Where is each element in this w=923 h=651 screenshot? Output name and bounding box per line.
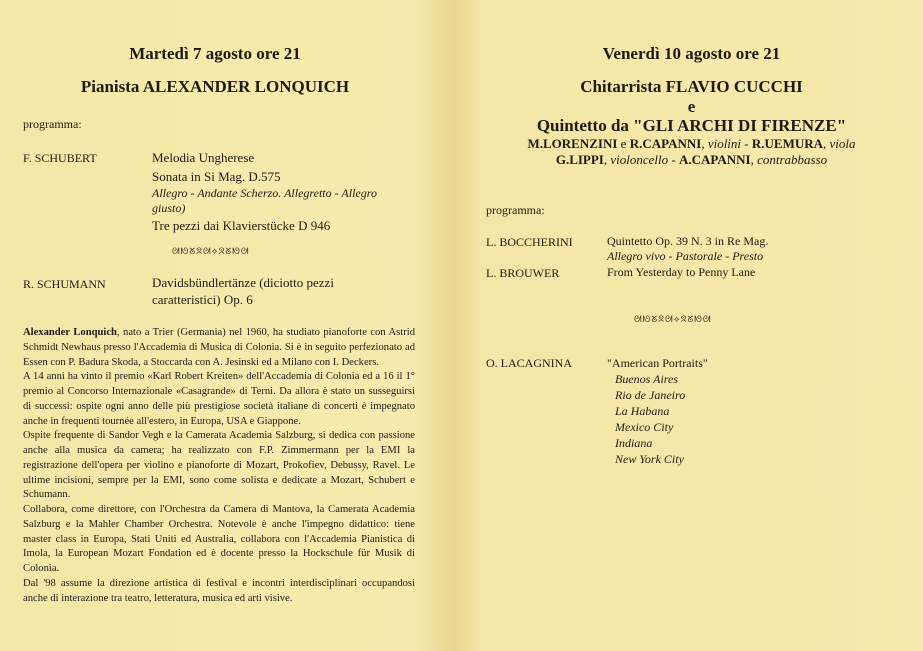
work-title: Melodia Ungherese — [152, 150, 255, 165]
work-subtitle: Rio de Janeiro — [615, 388, 686, 402]
member-role: contrabbasso — [757, 152, 828, 167]
member-name: M.LORENZINI — [527, 136, 618, 151]
bio-paragraph: Alexander Lonquich, nato a Trier (Germania) nel 1960, ha studiato pianoforte con Astrid Schmidt Newhaus presso l'Accademia di Musica di Colonia. Si è in seguito perfezionato ad Essen con P. Badura Skoda, a Stoccarda con A. Jesinski ed a Milano con I. Deckers. — [23, 327, 416, 368]
work-title: caratteristici) Op. 6 — [152, 292, 253, 307]
ornament-divider: ᘛᘚᘜᘝᘛ⟡ᘝᘜᘚᘛ — [172, 246, 250, 256]
member-role: violoncello — [610, 152, 669, 167]
work-title: Tre pezzi dai Klavierstücke D 946 — [152, 218, 331, 233]
work-title: Sonata in Si Mag. D.575 — [152, 169, 281, 184]
right-artist-line — [460, 77, 923, 97]
work-subtitle: Buenos Aires — [615, 372, 678, 386]
member-name: R.UEMURA — [751, 136, 824, 151]
ensemble-members-line1: M.LORENZINI e R.CAPANNI, violini - R.UEMURA, viola — [527, 136, 856, 151]
left-artist-role: Pianista — [80, 77, 140, 96]
left-artist-line — [0, 77, 430, 97]
composer-name: F. SCHUBERT — [23, 151, 97, 165]
work-title: Davidsbündlertänze (diciotto pezzi — [152, 275, 334, 290]
work-subtitle: Mexico City — [615, 420, 674, 434]
member-name: A.CAPANNI — [678, 152, 751, 167]
work-subtitle: La Habana — [615, 404, 670, 418]
bio-paragraph: Collabora, come direttore, con l'Orchestra da Camera di Mantova, la Camerata Academia Salzburg e la Mahler Chamber Orchestra. Notevole è anche l'impegno didattico: tiene master class in Europa, Stati Uniti ed Australia, collabora con l'Accademia Pianistica di Imola, la European Mozart Fondation ed è docente presso la Hockschule für Musik di Colonia. — [23, 504, 415, 574]
right-program-label: programma: — [486, 203, 545, 217]
member-name: G.LIPPI — [555, 152, 604, 167]
left-program-label: programma: — [23, 117, 82, 131]
right-artist-role: Chitarrista — [580, 77, 662, 96]
bio-name: Alexander Lonquich — [23, 327, 117, 338]
bio-paragraph: A 14 anni ha vinto il premio «Karl Robert Kreiten» dell'Accademia di Colonia ed a 16 il 1° premio al Concorso Internazionale «Casagrande» di Terni. Da allora è stato un susseguirsi di successi: ospite ogni anno delle più prestigiose società italiane di concerti è impegnato anche in frequenti tournée all'estero, in Europa, USA e Giappone. — [23, 371, 415, 427]
work-movements: giusto) — [152, 201, 186, 215]
work-movements: Allegro - Andante Scherzo. Allegretto - Allegro — [152, 186, 377, 200]
right-artist-name: FLAVIO CUCCHI — [665, 77, 803, 96]
bio-paragraph: Ospite frequente di Sandor Vegh e la Camerata Academia Salzburg, si dedica con passione anche alla musica da camera; ha realizzato con F.P. Zimmermann per la EMI la registrazione dell'opera per violino e pianoforte di Mozart, Prokofiev, Debussy, Ravel. Le ultime incisioni, sempre per la EMI, sono come solista e dedicate a Mozart, Schubert e Schumann. — [23, 430, 415, 501]
ensemble-name: Quintetto da "GLI ARCHI DI FIRENZE" — [536, 116, 847, 135]
work-title: Quintetto Op. 39 N. 3 in Re Mag. — [607, 234, 769, 248]
composer-name: R. SCHUMANN — [23, 277, 106, 291]
composer-name: L. BOCCHERINI — [486, 235, 573, 249]
member-role: viola — [829, 136, 856, 151]
left-artist-name: ALEXANDER LONQUICH — [142, 77, 350, 96]
ensemble-members-line2: G.LIPPI, violoncello - A.CAPANNI, contrabbasso — [555, 152, 828, 167]
member-role: violini — [707, 136, 742, 151]
work-movements: Allegro vivo - Pastorale - Presto — [607, 249, 764, 263]
left-header: Martedì 7 agosto ore 21 — [129, 44, 301, 63]
work-subtitle: Indiana — [615, 436, 653, 450]
composer-name: O. LACAGNINA — [486, 356, 572, 370]
conjunction: e — [687, 97, 696, 116]
composer-name: L. BROUWER — [486, 266, 560, 280]
artist-biography — [23, 326, 415, 606]
work-title: "American Portraits" — [607, 356, 708, 370]
member-name: R.CAPANNI — [629, 136, 702, 151]
bio-paragraph: Dal '98 assume la direzione artistica di festival e incontri interdisciplinari occupandosi anche di interazione tra teatro, letteratura, musica ed arti visive. — [23, 577, 415, 604]
work-title: From Yesterday to Penny Lane — [607, 265, 756, 279]
right-header: Venerdì 10 agosto ore 21 — [602, 44, 781, 63]
work-subtitle: New York City — [615, 452, 684, 466]
ornament-divider: ᘛᘚᘜᘝᘛ⟡ᘝᘜᘚᘛ — [634, 314, 712, 324]
